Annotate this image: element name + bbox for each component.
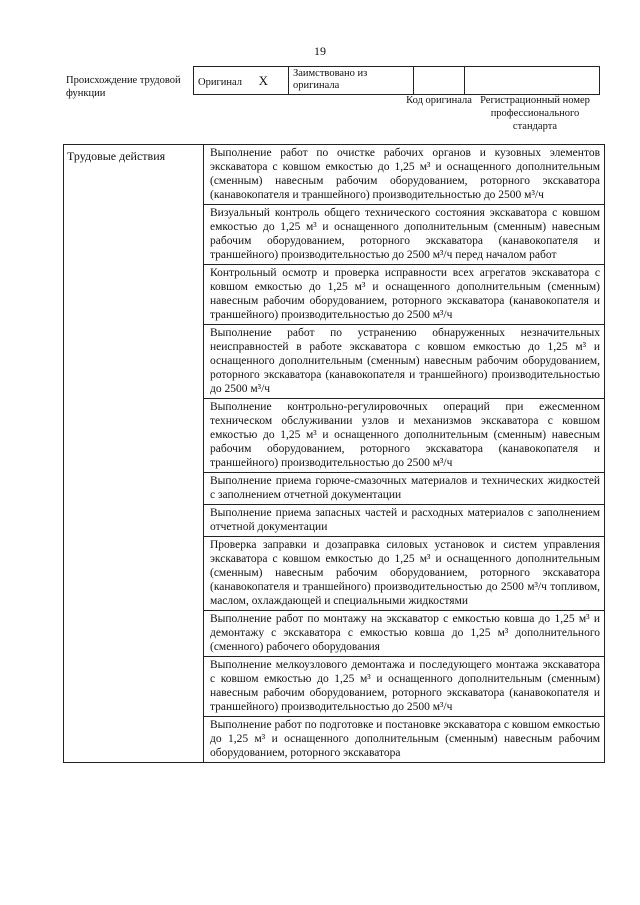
reg-number-cell	[465, 67, 600, 95]
borrowed-label: Заимствовано из оригинала	[293, 68, 368, 91]
labor-action-item: Выполнение работ по монтажу на экскаватор с емкостью ковша до 1,25 м³ и демонтажу с экскаватора с емкостью ковша до 1,25 м³ дополнительного (сменного) рабочего оборудования	[204, 611, 605, 657]
labor-actions-table	[63, 144, 605, 763]
labor-action-item: Контрольный осмотр и проверка исправности всех агрегатов экскаватора с ковшом емкостью до 1,25 м³ и оснащенного дополнительным (сменным) навесным рабочим оборудованием, роторного экскаватора (канавокопателя и траншейного) производительностью до 2500 м³/ч	[204, 265, 605, 325]
labor-action-item: Выполнение приема горюче-смазочных материалов и технических жидкостей с заполнением отчетной документации	[204, 473, 605, 505]
labor-action-item: Визуальный контроль общего технического состояния экскаватора с ковшом емкостью до 1,25 м³ и оснащенного дополнительным (сменным) навесным рабочим оборудованием, роторного экскаватора (канавокопателя и траншейного) производительностью до 2500 м³/ч перед началом работ	[204, 205, 605, 265]
labor-action-item: Выполнение работ по устранению обнаруженных незначительных неисправностей в работе экскаватора с ковшом емкостью до 1,25 м³ и оснащенного дополнительным (сменным) навесным рабочим оборудованием, роторного экскаватора (канавокопателя и траншейного) производительностью до 2500 м³/ч	[204, 325, 605, 399]
labor-action-item: Выполнение работ по подготовке и постановке экскаватора с ковшом емкостью до 1,25 м³ и оснащенного дополнительным (сменным) навесным рабочим оборудованием, роторного экскаватора	[204, 717, 605, 763]
page-number: 19	[314, 44, 326, 58]
labor-action-item: Выполнение работ по очистке рабочих органов и кузовных элементов экскаватора с ковшом емкостью до 1,25 м³ и оснащенного дополнительным (сменным) навесным рабочим оборудованием, роторного экскаватора (канавокопателя и траншейного) производительностью до 2500 м³/ч	[204, 145, 605, 205]
code-cell	[414, 67, 465, 95]
borrowed-cell	[289, 67, 414, 95]
labor-action-item: Проверка заправки и дозаправка силовых установок и систем управления экскаватора с ковшом емкостью до 1,25 м³ и оснащенного дополнительным (сменным) навесным рабочим оборудованием, роторного экскаватора (канавокопателя и траншейного) производительностью до 2500 м³/ч топливом, маслом, охлаждающей и специальными жидкостями	[204, 537, 605, 611]
labor-action-item: Выполнение контрольно-регулировочных операций при ежесменном техническом обслуживании узлов и механизмов экскаватора с ковшом емкостью до 1,25 м³ и оснащенного дополнительным (сменным) навесным рабочим оборудованием, роторного экскаватора (канавокопателя и траншейного) производительностью до 2500 м³/ч	[204, 399, 605, 473]
reg-number-label: Регистрационный номер профессионального стандарта	[480, 95, 590, 132]
code-label: Код оригинала	[406, 95, 472, 106]
origin-label: Происхождение трудовой функции	[66, 75, 181, 99]
labor-action-item: Выполнение приема запасных частей и расходных материалов с заполнением отчетной документации	[204, 505, 605, 537]
labor-actions-label: Трудовые действия	[64, 145, 204, 763]
labor-action-item: Выполнение мелкоузлового демонтажа и последующего монтажа экскаватора с ковшом емкостью до 1,25 м³ и оснащенного дополнительным (сменным) навесным рабочим оборудованием, роторного экскаватора (канавокопателя и траншейного) производительностью до 2500 м³/ч	[204, 657, 605, 717]
original-label: Оригинал	[198, 76, 242, 88]
origin-table	[193, 66, 600, 95]
original-cell	[194, 67, 289, 95]
original-mark: X	[258, 72, 269, 88]
